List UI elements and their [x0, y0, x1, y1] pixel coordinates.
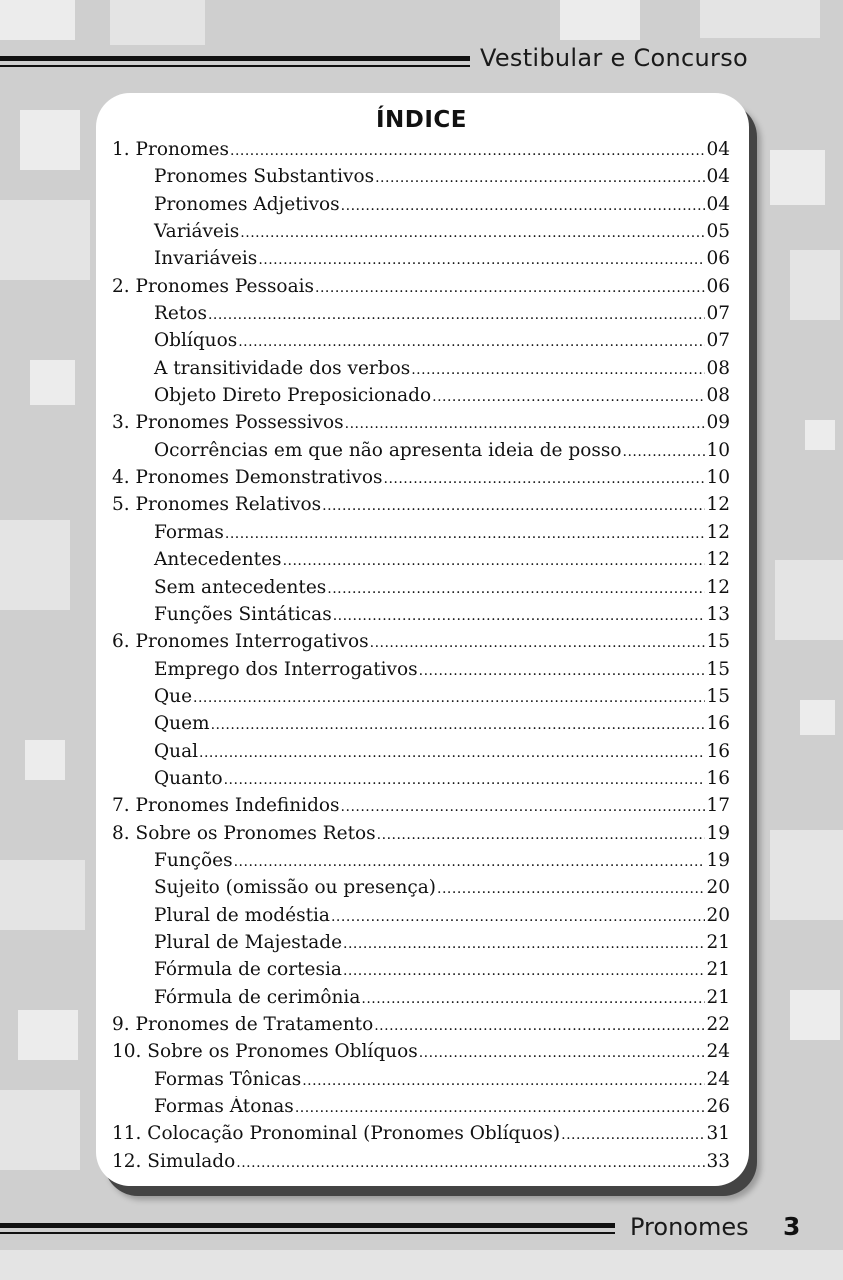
- toc-entry-label: Funções Sintáticas: [154, 603, 332, 625]
- toc-entry: [112, 522, 730, 549]
- toc-entry-page: 07: [706, 303, 730, 325]
- toc-entry-label: 5. Pronomes Relativos: [112, 494, 322, 516]
- toc-entry-page: 16: [706, 767, 730, 789]
- toc-entry-page: 10: [706, 439, 730, 461]
- toc-entry-page: 09: [706, 412, 730, 434]
- toc-entry: [112, 604, 730, 631]
- page-number: 3: [783, 1212, 801, 1241]
- toc-entry-page: 19: [706, 849, 730, 871]
- toc-entry-label: Objeto Direto Preposicionado: [154, 385, 432, 407]
- toc-dot-leader: [345, 416, 706, 432]
- toc-dot-leader: [437, 881, 705, 897]
- bg-square: [770, 830, 843, 920]
- toc-entry-page: 16: [706, 713, 730, 735]
- toc-entry: [112, 713, 730, 740]
- footer-rule-thick: [0, 1223, 615, 1228]
- toc-entry: [112, 358, 730, 385]
- bg-square: [790, 990, 840, 1040]
- toc-entry-page: 24: [706, 1068, 730, 1090]
- toc-entry: [112, 932, 730, 959]
- toc-entry: [112, 440, 730, 467]
- toc-entry-page: 08: [706, 357, 730, 379]
- toc-dot-leader: [419, 1045, 706, 1061]
- toc-entry-label: Formas: [154, 521, 224, 543]
- toc-dot-leader: [193, 690, 705, 706]
- toc-entry-page: 21: [706, 959, 730, 981]
- toc-dot-leader: [322, 498, 705, 514]
- toc-dot-leader: [283, 553, 706, 569]
- toc-entry-page: 15: [706, 631, 730, 653]
- toc-dot-leader: [333, 608, 706, 624]
- toc-entry: [112, 877, 730, 904]
- toc-entry-label: Fórmula de cerimônia: [154, 986, 361, 1008]
- toc-entry-label: Quanto: [154, 767, 223, 789]
- toc-entry-label: Antecedentes: [154, 549, 282, 571]
- toc-entry: [112, 139, 730, 166]
- toc-dot-leader: [384, 471, 706, 487]
- toc-dot-leader: [199, 745, 705, 761]
- bg-square: [805, 420, 835, 450]
- toc-entry-page: 04: [706, 193, 730, 215]
- toc-entry: [112, 1123, 730, 1150]
- toc-entry: [112, 987, 730, 1014]
- toc-entry: [112, 467, 730, 494]
- toc-entry-page: 20: [706, 904, 730, 926]
- bg-square: [560, 0, 640, 40]
- toc-entry-page: 16: [706, 740, 730, 762]
- toc-entry: [112, 577, 730, 604]
- toc-entry-page: 04: [706, 166, 730, 188]
- toc-dot-leader: [238, 334, 705, 350]
- bg-square: [0, 860, 85, 930]
- toc-entry-label: Ocorrências em que não apresenta ideia de posso: [154, 439, 622, 461]
- toc-entry: [112, 166, 730, 193]
- bg-square: [800, 700, 835, 735]
- toc-entry-label: 3. Pronomes Possessivos: [112, 412, 344, 434]
- bg-square: [790, 250, 840, 320]
- toc-entry-label: Qual: [154, 740, 199, 762]
- toc-entry-page: 12: [706, 549, 730, 571]
- toc-dot-leader: [236, 1155, 705, 1171]
- bg-square: [30, 360, 75, 405]
- header-title: Vestibular e Concurso: [479, 44, 748, 72]
- toc-entry-page: 21: [706, 931, 730, 953]
- toc-dot-leader: [343, 963, 706, 979]
- toc-entry-label: Retos: [154, 303, 207, 325]
- bg-square: [770, 150, 825, 205]
- toc-dot-leader: [341, 198, 706, 214]
- toc-dot-leader: [224, 772, 706, 788]
- toc-entry-label: Formas Átonas: [154, 1096, 294, 1118]
- toc-entry: [112, 494, 730, 521]
- toc-entry-page: 21: [706, 986, 730, 1008]
- footer-rule-thin: [0, 1232, 615, 1234]
- toc-entry-label: 1. Pronomes: [112, 139, 229, 160]
- toc-entry: [112, 276, 730, 303]
- toc-entry-page: 12: [706, 494, 730, 516]
- toc-entry-page: 17: [706, 795, 730, 817]
- toc-entry-page: 31: [706, 1123, 730, 1145]
- toc-entry: [112, 823, 730, 850]
- header-rule-thin: [0, 65, 470, 67]
- toc-entry-page: 20: [706, 877, 730, 899]
- toc-dot-leader: [411, 362, 705, 378]
- toc-entry-label: 9. Pronomes de Tratamento: [112, 1014, 374, 1035]
- toc-entry-page: 08: [706, 385, 730, 407]
- toc-dot-leader: [341, 799, 706, 815]
- toc-entry-label: A transitividade dos verbos: [154, 357, 411, 379]
- footer-title: Pronomes: [630, 1213, 749, 1241]
- toc-dot-leader: [375, 170, 705, 186]
- bg-square: [0, 1090, 80, 1170]
- toc-dot-leader: [377, 827, 706, 843]
- index-title: ÍNDICE: [375, 107, 468, 133]
- toc-dot-leader: [211, 717, 706, 733]
- toc-entry-page: 06: [706, 275, 730, 297]
- toc-dot-leader: [561, 1127, 705, 1143]
- toc-entry-label: 10. Sobre os Pronomes Oblíquos: [112, 1041, 418, 1063]
- toc-entry: [112, 795, 730, 822]
- toc-entry-page: 24: [706, 1041, 730, 1063]
- toc-entry-page: 13: [706, 603, 730, 625]
- toc-dot-leader: [234, 854, 706, 870]
- toc-entry-label: Que: [154, 685, 193, 707]
- toc-entry-page: 07: [706, 330, 730, 352]
- toc-entry: [112, 905, 730, 932]
- toc-entry-page: 22: [706, 1014, 730, 1035]
- toc-dot-leader: [331, 909, 705, 925]
- toc-entry-label: Quem: [154, 713, 210, 735]
- toc-entry: [112, 385, 730, 412]
- toc-entry-page: 12: [706, 576, 730, 598]
- bg-square: [110, 0, 205, 45]
- bg-square: [0, 200, 90, 280]
- toc-dot-leader: [258, 252, 705, 268]
- toc-entry-page: 15: [706, 685, 730, 707]
- toc-entry: [112, 330, 730, 357]
- toc-dot-leader: [374, 1018, 705, 1034]
- toc-dot-leader: [315, 280, 705, 296]
- toc-entry-label: Fórmula de cortesia: [154, 959, 342, 981]
- bg-square: [25, 740, 65, 780]
- toc-dot-leader: [343, 936, 705, 952]
- toc-entry: [112, 248, 730, 275]
- toc-entry-label: 2. Pronomes Pessoais: [112, 275, 315, 297]
- toc-dot-leader: [327, 581, 705, 597]
- toc-dot-leader: [370, 635, 706, 651]
- toc-dot-leader: [361, 991, 705, 1007]
- toc-dot-leader: [295, 1100, 706, 1116]
- toc-entry-page: 15: [706, 658, 730, 680]
- toc-entry: [112, 850, 730, 877]
- toc-entry-label: Formas Tônicas: [154, 1068, 302, 1090]
- toc-entry-label: 11. Colocação Pronominal (Pronomes Oblíquos): [112, 1123, 561, 1145]
- toc-entry-label: Sujeito (omissão ou presença): [154, 877, 437, 899]
- toc-entry-label: Oblíquos: [154, 330, 238, 352]
- toc-entry-page: 05: [706, 221, 730, 243]
- bg-square: [18, 1010, 78, 1060]
- table-of-contents: [112, 139, 730, 1178]
- toc-entry: [112, 1151, 730, 1178]
- toc-dot-leader: [419, 663, 706, 679]
- toc-dot-leader: [208, 307, 706, 323]
- toc-entry-label: 8. Sobre os Pronomes Retos: [112, 822, 376, 844]
- toc-entry: [112, 631, 730, 658]
- toc-entry: [112, 303, 730, 330]
- toc-entry-label: Plural de Majestade: [154, 931, 343, 953]
- header-rule-thick: [0, 56, 470, 61]
- toc-entry-label: Variáveis: [154, 221, 240, 243]
- toc-dot-leader: [432, 389, 705, 405]
- toc-dot-leader: [240, 225, 705, 241]
- toc-entry-label: 6. Pronomes Interrogativos: [112, 631, 369, 653]
- toc-entry-page: 19: [706, 822, 730, 844]
- bg-square: [700, 0, 820, 38]
- bg-square: [0, 0, 75, 40]
- toc-entry: [112, 741, 730, 768]
- toc-entry: [112, 1014, 730, 1041]
- toc-dot-leader: [225, 526, 706, 542]
- toc-entry-page: 06: [706, 248, 730, 270]
- toc-dot-leader: [623, 444, 706, 460]
- toc-entry-label: 4. Pronomes Demonstrativos: [112, 467, 383, 489]
- toc-entry-label: Pronomes Substantivos: [154, 166, 375, 188]
- toc-dot-leader: [230, 143, 705, 159]
- toc-entry: [112, 221, 730, 248]
- toc-entry: [112, 194, 730, 221]
- toc-entry-page: 26: [706, 1096, 730, 1118]
- toc-entry: [112, 768, 730, 795]
- toc-entry-label: Plural de modéstia: [154, 904, 330, 926]
- toc-entry-page: 04: [706, 139, 730, 160]
- toc-entry-label: Sem antecedentes: [154, 576, 327, 598]
- toc-dot-leader: [302, 1073, 705, 1089]
- toc-entry-label: 7. Pronomes Indefinidos: [112, 795, 340, 817]
- toc-entry-page: 12: [706, 521, 730, 543]
- bg-square: [0, 1250, 843, 1280]
- toc-entry: [112, 1096, 730, 1123]
- toc-entry-label: Emprego dos Interrogativos: [154, 658, 418, 680]
- toc-entry: [112, 1041, 730, 1068]
- toc-entry: [112, 686, 730, 713]
- toc-entry-page: 33: [706, 1150, 730, 1172]
- toc-entry-label: Funções: [154, 849, 233, 871]
- toc-entry-label: Pronomes Adjetivos: [154, 193, 340, 215]
- toc-entry: [112, 1069, 730, 1096]
- bg-square: [775, 560, 843, 640]
- toc-entry: [112, 549, 730, 576]
- toc-entry: [112, 659, 730, 686]
- toc-entry-label: 12. Simulado: [112, 1150, 236, 1172]
- toc-entry: [112, 412, 730, 439]
- toc-entry: [112, 959, 730, 986]
- toc-entry-page: 10: [706, 467, 730, 489]
- toc-entry-label: Invariáveis: [154, 248, 258, 270]
- bg-square: [0, 520, 70, 610]
